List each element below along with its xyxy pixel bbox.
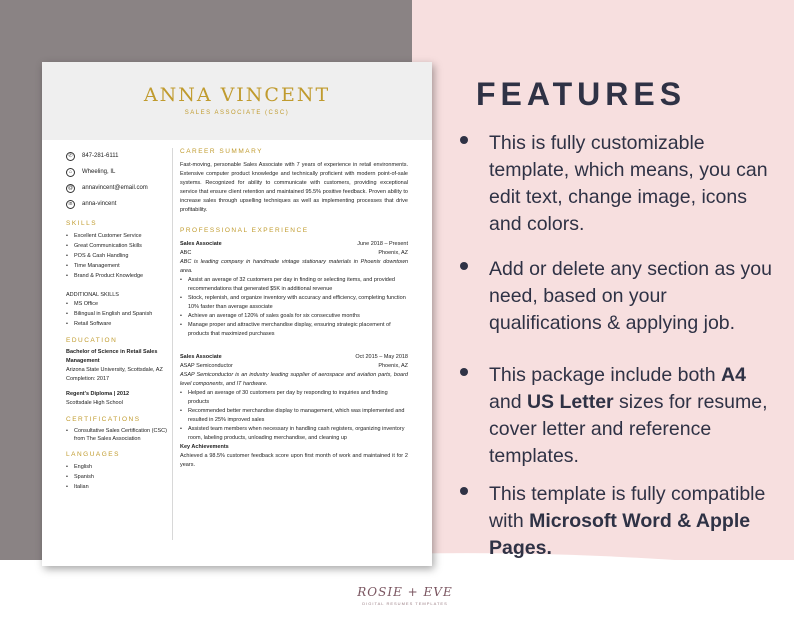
list-item: • Spanish	[66, 472, 168, 482]
job-header	[180, 353, 408, 362]
job-description: ABC is leading company in handmade vintage stationary materials in Phoenix downtown area.	[180, 259, 408, 274]
list-item: • Italian	[66, 482, 168, 492]
key-achievements-text: Achieved a 98.5% customer feedback score upon first month of work and maintained it for 2 years.	[180, 453, 408, 468]
feature-text-segment: and	[489, 391, 527, 413]
list-item: • POS & Cash Handling	[66, 251, 168, 261]
contact-linkedin	[66, 196, 168, 212]
bullet-icon	[460, 262, 468, 270]
job-dates: June 2018 – Present	[357, 241, 408, 247]
feature-item-1	[460, 130, 780, 235]
job-title: Sales Associate	[180, 354, 222, 360]
key-achievements-title: Key Achievements	[180, 444, 229, 450]
feature-text	[489, 362, 779, 470]
resume-page	[42, 62, 432, 566]
feature-text	[489, 130, 779, 238]
feature-item-4	[460, 481, 780, 563]
list-item: • MS Office	[66, 299, 168, 309]
job-company-row	[180, 249, 408, 258]
job-location: Phoenix, AZ	[378, 363, 408, 369]
certifications-list	[66, 427, 168, 443]
list-item: • Consultative Sales Certification (CSC) from The Sales Association	[66, 427, 168, 443]
edu-completion: Completion: 2017	[66, 376, 110, 382]
location-icon: ⌂	[66, 168, 75, 177]
bullet-icon	[460, 136, 468, 144]
list-item: • Great Communication Skills	[66, 241, 168, 251]
email-icon: @	[67, 184, 74, 191]
feature-item-3	[460, 362, 780, 467]
experience-title: PROFESSIONAL EXPERIENCE	[180, 227, 309, 234]
certifications-title: CERTIFICATIONS	[66, 416, 141, 423]
phone-icon: ✆	[66, 152, 75, 161]
additional-skills-title: ADDITIONAL SKILLS	[66, 292, 119, 298]
list-item: • Bilingual in English and Spanish	[66, 309, 168, 319]
edu-diploma: Regent's Diploma | 2012	[66, 391, 130, 397]
feature-text-bold: Microsoft Word & Apple Pages.	[489, 510, 751, 559]
job-title: Sales Associate	[180, 241, 222, 247]
feature-text-segment: This is fully customizable template, which means, you can edit text, change image, icons and colors.	[489, 132, 768, 235]
features-title: FEATURES	[476, 76, 687, 112]
feature-text	[489, 256, 779, 337]
career-summary-title: CAREER SUMMARY	[180, 148, 264, 155]
contact-email-text: annavincent@email.com	[82, 185, 148, 191]
feature-item-2	[460, 256, 780, 338]
resume-header	[42, 62, 432, 140]
contact-phone-text: 847-281-6111	[82, 153, 119, 159]
contact-location-text: Wheeling, IL	[82, 169, 116, 175]
list-item: • English	[66, 462, 168, 472]
job-dates: Oct 2015 – May 2018	[355, 354, 408, 360]
feature-text-segment: This template is fully compatible with	[489, 483, 766, 532]
bullet-icon	[460, 368, 468, 376]
feature-text-segment: sizes for resume, cover letter and reference templates.	[489, 391, 768, 467]
additional-skills-list	[66, 299, 168, 329]
logo-subtext: DIGITAL RESUMES TEMPLATES	[362, 601, 448, 606]
skills-title: SKILLS	[66, 220, 98, 227]
career-summary-text: Fast-moving, personable Sales Associate with 7 years of experience in retail environments. Extensive computer product knowledge and technically proficient with modern point-of-sale systems. Recognized for ability to communicate with customers, providing exceptional service that ensure client retention and maintained 95.5% positive feedback. Proven ability to increase sales through upselling techniques as well as implementing processes that drive profitability.	[180, 162, 408, 213]
job-entry-1	[180, 240, 408, 339]
contact-email	[66, 180, 168, 196]
bullet-icon	[460, 487, 468, 495]
job-company: ABC	[180, 250, 192, 256]
edu-highschool: Scottsdale High School	[66, 400, 123, 406]
logo-text: ROSIE + EVE	[357, 585, 453, 599]
feature-text	[489, 481, 779, 562]
resume-left-column	[66, 148, 168, 492]
brand-logo	[355, 585, 455, 625]
languages-list	[66, 462, 168, 492]
job-entry-2	[180, 353, 408, 470]
list-item: • Brand & Product Knowledge	[66, 271, 168, 281]
column-divider	[172, 148, 173, 540]
list-item: • Assist an average of 32 customers per day in finding or selecting items, and provided recommendations that generated $5K in additional revenue	[180, 276, 408, 294]
contact-linkedin-text: anna-vincent	[82, 201, 117, 207]
list-item: • Stock, replenish, and organize inventory with accuracy and efficiency, completing function 10% faster than average associate	[180, 294, 408, 312]
list-item: • Excellent Customer Service	[66, 231, 168, 241]
list-item: • Helped an average of 30 customers per day by responding to inquiries and finding products	[180, 389, 408, 407]
feature-text-segment: Add or delete any section as you need, based on your qualifications & applying job.	[489, 258, 772, 334]
list-item: • Time Management	[66, 261, 168, 271]
list-item: • Assisted team members when necessary in handling cash registers, organizing inventory room, labeling products, unloading merchandise, and cleaning up	[180, 425, 408, 443]
job-bullets	[180, 389, 408, 443]
job-company: ASAP Semiconductor	[180, 363, 233, 369]
resume-subtitle: SALES ASSOCIATE (CSC)	[184, 110, 290, 116]
contact-location	[66, 164, 168, 180]
edu-degree: Bachelor of Science in Retail Sales Management	[66, 349, 158, 364]
job-location: Phoenix, AZ	[378, 250, 408, 256]
linkedin-icon: in	[66, 200, 75, 209]
education-title: EDUCATION	[66, 337, 118, 344]
edu-school: Arizona State University, Scottsdale, AZ	[66, 367, 163, 373]
feature-text-bold: US Letter	[526, 391, 614, 413]
feature-text-bold: A4	[720, 364, 746, 386]
job-bullets	[180, 276, 408, 339]
languages-title: LANGUAGES	[66, 451, 120, 458]
resume-right-column	[180, 148, 408, 470]
feature-text-segment: This package include both	[489, 364, 721, 386]
job-company-row	[180, 362, 408, 371]
list-item: • Achieve an average of 120% of sales goals for six consecutive months	[180, 312, 408, 321]
job-header	[180, 240, 408, 249]
job-description: ASAP Semiconductor is an industry leading supplier of aerospace and aviation parts, board level components, and IT hardware.	[180, 372, 408, 387]
contact-phone	[66, 148, 168, 164]
list-item: • Retail Software	[66, 319, 168, 329]
list-item: • Recommended better merchandise display to management, which was implemented and resulted in 25% improved sales	[180, 407, 408, 425]
skills-list	[66, 231, 168, 281]
resume-name: ANNA VINCENT	[143, 84, 331, 106]
list-item: • Manage proper and attractive merchandise display, ensuring strategic placement of products that maximized purchases	[180, 321, 408, 339]
